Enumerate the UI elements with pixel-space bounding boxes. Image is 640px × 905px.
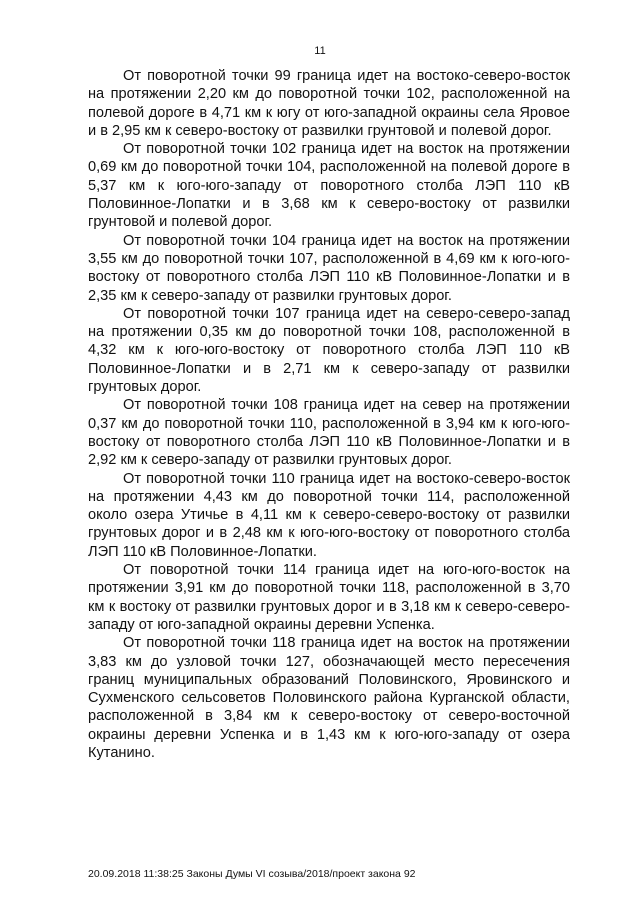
document-body xyxy=(88,67,570,762)
paragraph-6: От поворотной точки 110 граница идет на востоко-северо-восток на протяжении 4,43 км до поворотной точки 114, расположенной около озера Утичье в 4,11 км к северо-северо-востоку от развилки грунтовых дорог и в 2,48 км к юго-юго-востоку от поворотного столба ЛЭП 110 кВ Половинное-Лопатки. xyxy=(88,470,570,560)
page-number: 11 xyxy=(314,45,326,57)
paragraph-3: От поворотной точки 104 граница идет на восток на протяжении 3,55 км до поворотной точки 107, расположенной в 4,69 км к юго-юго-востоку от поворотного столба ЛЭП 110 кВ Половинное-Лопатки и в 2,35 км к северо-западу от развилки грунтовых дорог. xyxy=(88,232,570,304)
paragraph-1: От поворотной точки 99 граница идет на востоко-северо-восток на протяжении 2,20 км до поворотной точки 102, расположенной на полевой дороге в 4,71 км к югу от юго-западной окраины села Яровое и в 2,95 км к северо-востоку от развилки грунтовой и полевой дорог. xyxy=(88,68,570,139)
paragraph-8: От поворотной точки 118 граница идет на восток на протяжении 3,83 км до узловой точки 127, обозначающей место пересечения границ муниципальных образований Половинского, Яровинского и Сухменского сельсоветов Половинского района Курганской области, расположенной в 3,84 км к северо-востоку от северо-восточной окраины деревни Успенка и в 1,43 км к юго-юго-западу от озера Кутанино. xyxy=(88,635,570,761)
page-footer: 20.09.2018 11:38:25 Законы Думы VI созыва/2018/проект закона 92 xyxy=(88,868,416,880)
paragraph-7: От поворотной точки 114 граница идет на юго-юго-восток на протяжении 3,91 км до поворотной точки 118, расположенной в 3,70 км к востоку от развилки грунтовых дорог и в 3,18 км к северо-северо-западу от юго-западной окраины деревни Успенка. xyxy=(88,562,570,633)
paragraph-5: От поворотной точки 108 граница идет на север на протяжении 0,37 км до поворотной точки 110, расположенной в 3,94 км к юго-юго-востоку от поворотного столба ЛЭП 110 кВ Половинное-Лопатки и в 2,92 км к северо-западу от развилки грунтовых дорог. xyxy=(88,397,570,469)
paragraph-2: От поворотной точки 102 граница идет на восток на протяжении 0,69 км до поворотной точки 104, расположенной на полевой дороге в 5,37 км к юго-юго-западу от поворотного столба ЛЭП 110 кВ Половинное-Лопатки и в 3,68 км к северо-востоку от развилки грунтовой и полевой дорог. xyxy=(88,141,570,231)
paragraph-4: От поворотной точки 107 граница идет на северо-северо-запад на протяжении 0,35 км до поворотной точки 108, расположенной в 4,32 км к юго-юго-востоку от поворотного столба ЛЭП 110 кВ Половинное-Лопатки и в 2,71 км к северо-западу от развилки грунтовых дорог. xyxy=(88,305,570,396)
